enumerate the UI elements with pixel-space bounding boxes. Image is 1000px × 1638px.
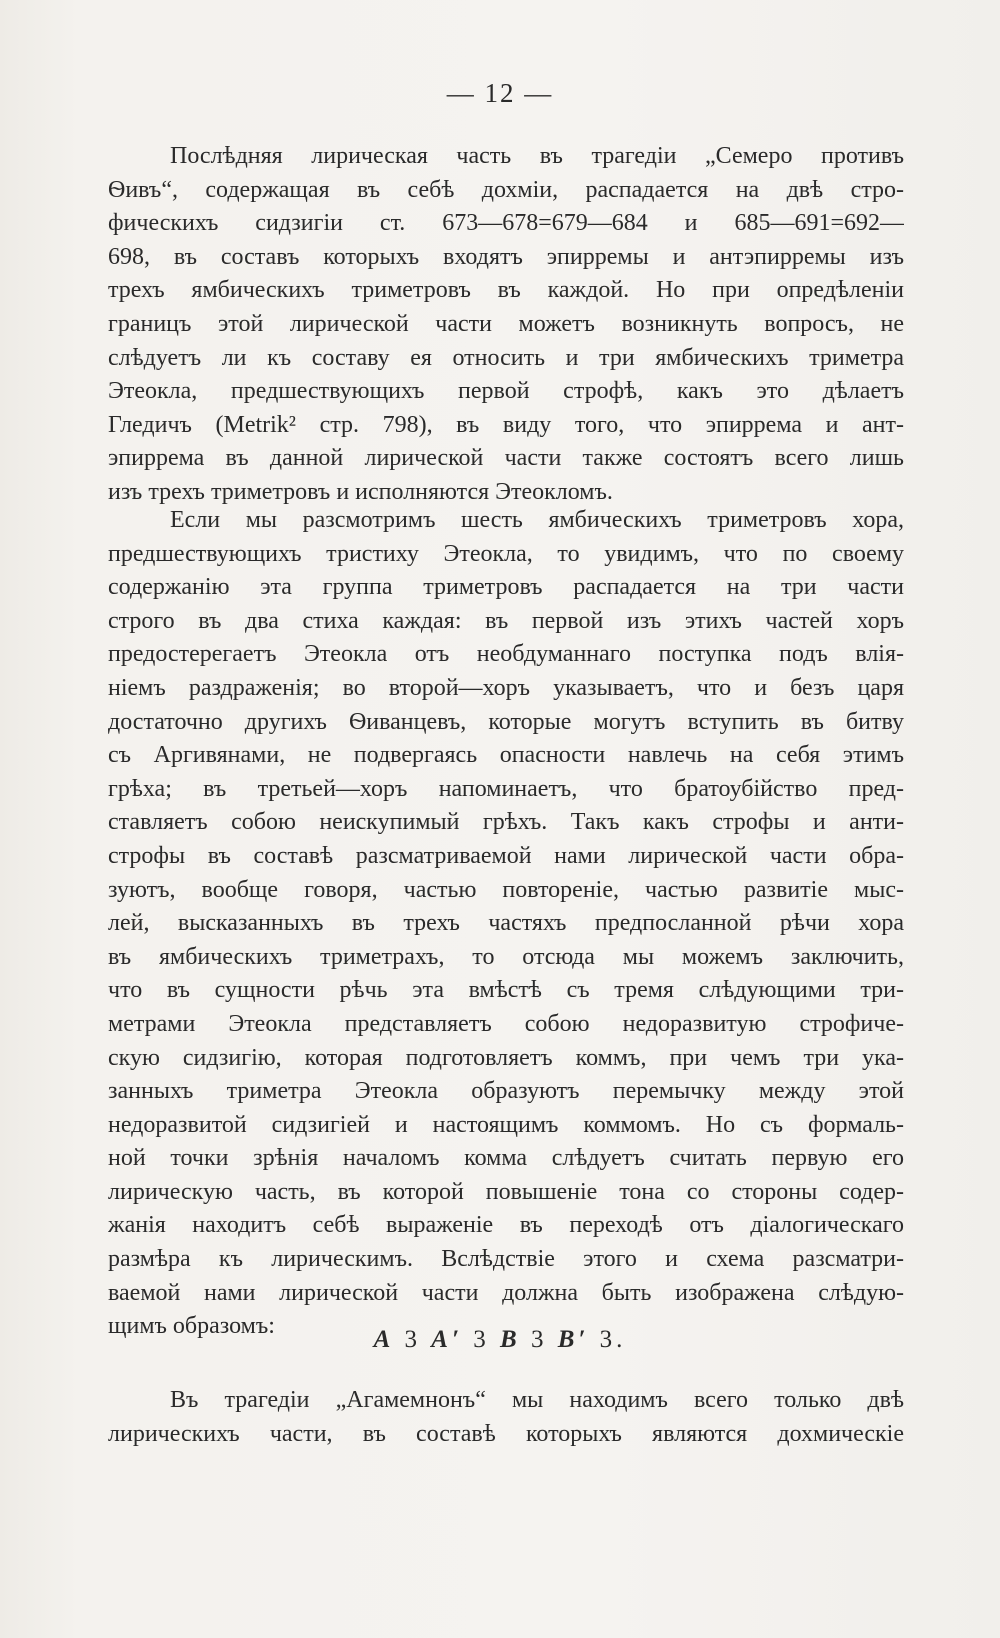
text-line: въ ямбическихъ триметрахъ, то отсюда мы можемъ заключить, <box>108 943 904 970</box>
text-line: ставляетъ собою неискупимый грѣхъ. Такъ какъ строфы и анти- <box>108 809 904 836</box>
text-line: слѣдуетъ ли къ составу ея относить и три ямбическихъ триметра <box>108 344 904 371</box>
text-line: строфы въ составѣ разсматриваемой нами лирической части обра- <box>108 842 904 869</box>
text-line: лирическую часть, въ которой повышеніе тона со стороны содер- <box>108 1178 904 1205</box>
text-line: достаточно другихъ Ѳиванцевъ, которые могутъ вступить въ битву <box>108 708 904 735</box>
formula-number: 3. <box>599 1326 627 1353</box>
text-line: метрами Этеокла представляетъ собою недоразвитую строфиче- <box>108 1010 904 1037</box>
strophic-scheme-formula <box>0 1326 1000 1354</box>
text-line: ніемъ раздраженія; во второй—хоръ указываетъ, что и безъ царя <box>108 674 904 701</box>
text-line: 698, въ составъ которыхъ входятъ эпирремы и антэпирремы изъ <box>108 243 904 270</box>
page-number: — 12 — <box>446 78 554 108</box>
text-line: эпиррема въ данной лирической части также состоятъ всего лишь <box>108 445 904 472</box>
text-line: Если мы разсмотримъ шесть ямбическихъ триметровъ хора, <box>170 507 904 533</box>
text-line: недоразвитой сидзигіей и настоящимъ коммомъ. Но съ формаль- <box>108 1111 904 1138</box>
text-line: предостерегаетъ Этеокла отъ необдуманнаго поступка подъ влія- <box>108 641 904 668</box>
text-line: трехъ ямбическихъ триметровъ въ каждой. Но при опредѣленіи <box>108 277 904 304</box>
text-line: скую сидзигію, которая подготовляетъ коммъ, при чемъ три ука- <box>108 1044 904 1071</box>
text-line: что въ сущности рѣчь эта вмѣстѣ съ тремя слѣдующими три- <box>108 977 904 1004</box>
paragraph-3 <box>108 1384 904 1451</box>
text-line: Этеокла, предшествующихъ первой строфѣ, какъ это дѣлаетъ <box>108 378 904 405</box>
formula-number: 3 <box>404 1326 422 1353</box>
text-line: лирическихъ части, въ составѣ которыхъ являются дохмическіе <box>108 1420 904 1447</box>
paragraph-1 <box>108 140 904 510</box>
text-line: ваемой нами лирической части должна быть изображена слѣдую- <box>108 1279 904 1306</box>
text-line: границъ этой лирической части можетъ возникнуть вопросъ, не <box>108 310 904 337</box>
formula-symbol: B′ <box>557 1326 590 1353</box>
formula-symbol: A′ <box>431 1326 463 1353</box>
formula-symbol: A <box>373 1326 395 1353</box>
text-line: щимъ образомъ: <box>108 1313 275 1340</box>
text-line: Гледичъ (Metrik² стр. 798), въ виду того, что эпиррема и ант- <box>108 411 904 438</box>
text-line: фическихъ сидзигіи ст. 673—678=679—684 и 685—691=692— <box>108 210 904 237</box>
text-line: грѣха; въ третьей—хоръ напоминаетъ, что братоубійство пред- <box>108 775 904 802</box>
text-line: Послѣдняя лирическая часть въ трагедіи „Семеро противъ <box>170 143 904 169</box>
text-line: жанія находитъ себѣ выраженіе въ переходѣ отъ діалогическаго <box>108 1212 904 1239</box>
text-line: размѣра къ лирическимъ. Вслѣдствіе этого и схема разсматри- <box>108 1246 904 1273</box>
text-line: содержанію эта группа триметровъ распадается на три части <box>108 574 904 601</box>
formula-number: 3 <box>530 1326 548 1353</box>
text-line: изъ трехъ триметровъ и исполняются Этеокломъ. <box>108 478 613 505</box>
text-line: Въ трагедіи „Агамемнонъ“ мы находимъ всего только двѣ <box>170 1387 904 1413</box>
text-line: зуютъ, вообще говоря, частью повтореніе, частью развитіе мыс- <box>108 876 904 903</box>
text-line: Ѳивъ“, содержащая въ себѣ дохміи, распадается на двѣ стро- <box>108 176 904 203</box>
formula-symbol: B <box>500 1326 521 1353</box>
text-line: ной точки зрѣнія началомъ комма слѣдуетъ считать первую его <box>108 1145 904 1172</box>
text-line: лей, высказанныхъ въ трехъ частяхъ предпосланной рѣчи хора <box>108 910 904 937</box>
text-line: занныхъ триметра Этеокла образуютъ перемычку между этой <box>108 1078 904 1105</box>
paragraph-2 <box>108 504 904 1344</box>
text-line: строго въ два стиха каждая: въ первой изъ этихъ частей хоръ <box>108 607 904 634</box>
text-line: съ Аргивянами, не подвергаясь опасности навлечь на себя этимъ <box>108 742 904 769</box>
formula-number: 3 <box>473 1326 490 1353</box>
text-line: предшествующихъ тристиху Этеокла, то увидимъ, что по своему <box>108 540 904 567</box>
